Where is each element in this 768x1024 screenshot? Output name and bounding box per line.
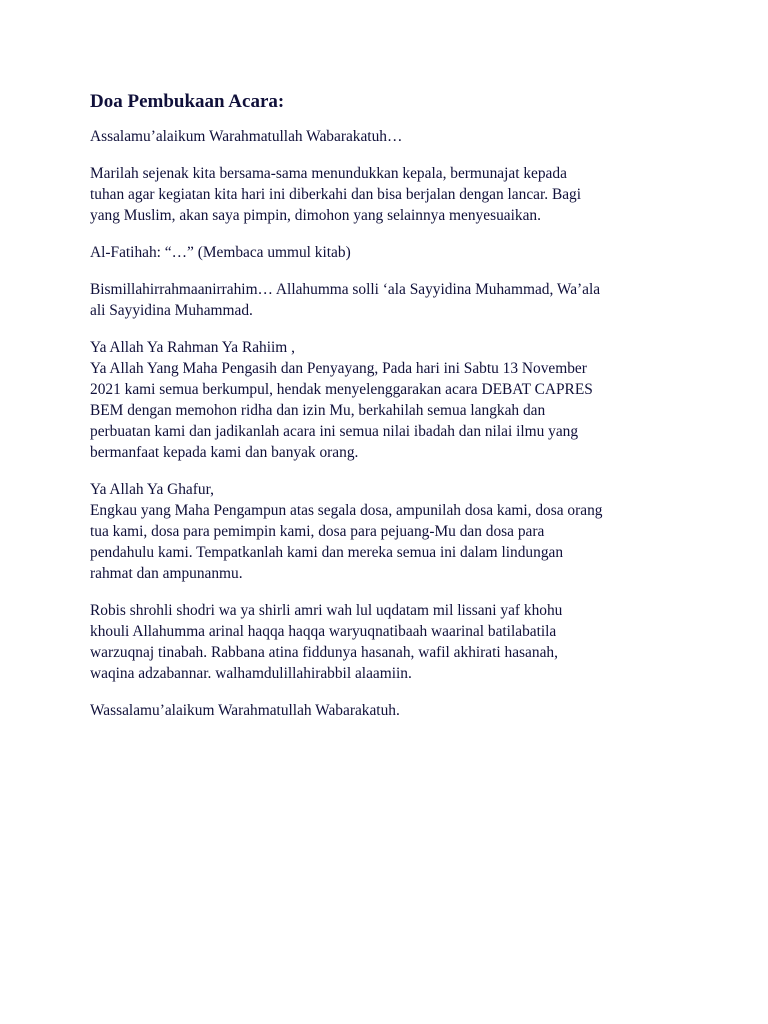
paragraph-robis <box>90 600 690 684</box>
text-line: perbuatan kami dan jadikanlah acara ini semua nilai ibadah dan nilai ilmu yang <box>90 423 579 440</box>
text-line: Bismillahirrahmaanirrahim… Allahumma solli ‘ala Sayyidina Muhammad, Wa’ala <box>90 281 601 298</box>
text-line: yang Muslim, akan saya pimpin, dimohon yang selainnya menyesuaikan. <box>90 207 541 224</box>
document-title: Doa Pembukaan Acara: <box>90 91 285 112</box>
text-line: ali Sayyidina Muhammad. <box>90 302 253 319</box>
paragraph-ya-ghafur <box>90 479 690 584</box>
paragraph-closing <box>90 700 690 721</box>
paragraph-bismillah <box>90 279 690 321</box>
text-line: waqina adzabannar. walhamdulillahirabbil alaamiin. <box>90 665 412 682</box>
paragraph-ya-rahman <box>90 337 690 463</box>
text-line: khouli Allahumma arinal haqqa haqqa waryuqnatibaah waarinal batilabatila <box>90 623 557 640</box>
text-line: Robis shrohli shodri wa ya shirli amri wah lul uqdatam mil lissani yaf khohu <box>90 602 563 619</box>
text-line: tua kami, dosa para pemimpin kami, dosa para pejuang-Mu dan dosa para <box>90 523 545 540</box>
text-line: 2021 kami semua berkumpul, hendak menyelenggarakan acara DEBAT CAPRES <box>90 381 593 398</box>
text-line: Ya Allah Ya Rahman Ya Rahiim , <box>90 339 295 356</box>
paragraph-greeting <box>90 126 690 147</box>
text-line: Engkau yang Maha Pengampun atas segala dosa, ampunilah dosa kami, dosa orang <box>90 502 603 519</box>
text-line: bermanfaat kepada kami dan banyak orang. <box>90 444 359 461</box>
text-line: rahmat dan ampunanmu. <box>90 565 243 582</box>
text-line: Ya Allah Ya Ghafur, <box>90 481 214 498</box>
text-line: Wassalamu’alaikum Warahmatullah Wabarakatuh. <box>90 702 400 719</box>
text-line: BEM dengan memohon ridha dan izin Mu, berkahilah semua langkah dan <box>90 402 546 419</box>
text-line: Ya Allah Yang Maha Pengasih dan Penyayang, Pada hari ini Sabtu 13 November <box>90 360 587 377</box>
paragraph-al-fatihah <box>90 242 690 263</box>
text-line: Marilah sejenak kita bersama-sama menundukkan kepala, bermunajat kepada <box>90 165 567 182</box>
text-line: warzuqnaj tinabah. Rabbana atina fiddunya hasanah, wafil akhirati hasanah, <box>90 644 558 661</box>
text-line: tuhan agar kegiatan kita hari ini diberkahi dan bisa berjalan dengan lancar. Bagi <box>90 186 582 203</box>
document-page <box>90 90 690 737</box>
text-line: Al-Fatihah: “…” (Membaca ummul kitab) <box>90 244 351 261</box>
text-line: pendahulu kami. Tempatkanlah kami dan mereka semua ini dalam lindungan <box>90 544 564 561</box>
paragraph-invitation <box>90 163 690 226</box>
text-line: Assalamu’alaikum Warahmatullah Wabarakatuh… <box>90 128 403 145</box>
